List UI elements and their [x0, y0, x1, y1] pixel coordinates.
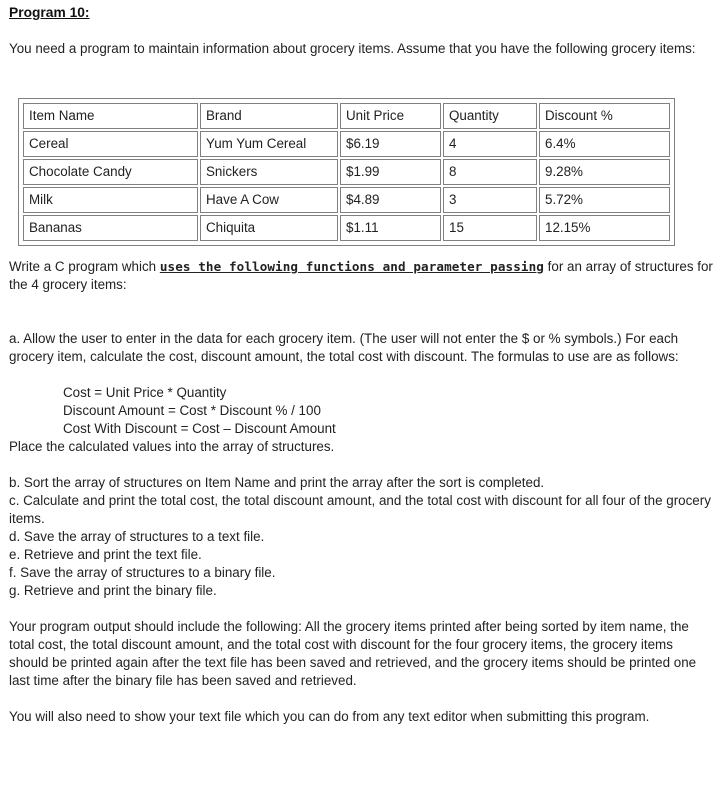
intro-paragraph: You need a program to maintain information about grocery items. Assume that you have the following grocery items: [9, 41, 696, 56]
table-cell: Chocolate Candy [23, 159, 198, 185]
part-a-paragraph: a. Allow the user to enter in the data for each grocery item. (The user will not enter the $ or % symbols.) For each grocery item, calculate the cost, discount amount, the total cost with discount. The formulas to use are as follows: [9, 331, 679, 364]
table-cell: 3 [443, 187, 537, 213]
table-header-cell: Item Name [23, 103, 198, 129]
final-paragraph: You will also need to show your text file which you can do from any text editor when submitting this program. [9, 709, 650, 724]
table-cell: $6.19 [340, 131, 441, 157]
place-values-line: Place the calculated values into the array of structures. [9, 439, 335, 454]
grocery-table-frame [18, 98, 675, 246]
formula-cost: Cost = Unit Price * Quantity [63, 385, 227, 400]
table-row [23, 187, 670, 213]
document-page [9, 4, 715, 726]
requirement-d: d. Save the array of structures to a text file. [9, 529, 265, 544]
table-row [23, 215, 670, 241]
table-row [23, 131, 670, 157]
table-cell: 5.72% [539, 187, 670, 213]
program-title: Program 10: [9, 5, 90, 20]
table-header-cell: Unit Price [340, 103, 441, 129]
requirements-list [9, 474, 715, 600]
table-cell: 15 [443, 215, 537, 241]
table-header-cell: Brand [200, 103, 338, 129]
table-cell: 4 [443, 131, 537, 157]
table-header-cell: Quantity [443, 103, 537, 129]
table-cell: Milk [23, 187, 198, 213]
write-emphasis: uses the following functions and parameter passing [159, 259, 544, 274]
table-cell: 9.28% [539, 159, 670, 185]
write-suffix: for an array of structures for the 4 grocery items: [9, 259, 713, 292]
table-row [23, 159, 670, 185]
table-cell: 12.15% [539, 215, 670, 241]
table-header-row [23, 103, 670, 129]
table-cell: 6.4% [539, 131, 670, 157]
table-cell: Snickers [200, 159, 338, 185]
formula-discount-amount: Discount Amount = Cost * Discount % / 100 [63, 403, 321, 418]
output-paragraph: Your program output should include the following: All the grocery items printed after being sorted by item name, the total cost, the total discount amount, and the total cost with discount for the four grocery items, the grocery items should be printed again after the text file has been saved and retrieved, and the grocery items should be printed one last time after the binary file has been saved and retrieved. [9, 619, 697, 688]
table-cell: $1.99 [340, 159, 441, 185]
requirement-f: f. Save the array of structures to a binary file. [9, 565, 276, 580]
requirement-e: e. Retrieve and print the text file. [9, 547, 202, 562]
table-cell: Bananas [23, 215, 198, 241]
formula-block [9, 384, 715, 438]
table-cell: $4.89 [340, 187, 441, 213]
table-cell: Have A Cow [200, 187, 338, 213]
requirement-b: b. Sort the array of structures on Item Name and print the array after the sort is completed. [9, 475, 545, 490]
formula-cost-with-discount: Cost With Discount = Cost – Discount Amount [63, 421, 336, 436]
table-cell: $1.11 [340, 215, 441, 241]
table-cell: Cereal [23, 131, 198, 157]
table-cell: Yum Yum Cereal [200, 131, 338, 157]
requirement-g: g. Retrieve and print the binary file. [9, 583, 217, 598]
grocery-table [21, 101, 672, 243]
table-header-cell: Discount % [539, 103, 670, 129]
table-cell: 8 [443, 159, 537, 185]
table-cell: Chiquita [200, 215, 338, 241]
requirement-c: c. Calculate and print the total cost, the total discount amount, and the total cost with discount for all four of the grocery items. [9, 493, 711, 526]
write-prefix: Write a C program which [9, 259, 160, 274]
write-paragraph [9, 258, 715, 294]
